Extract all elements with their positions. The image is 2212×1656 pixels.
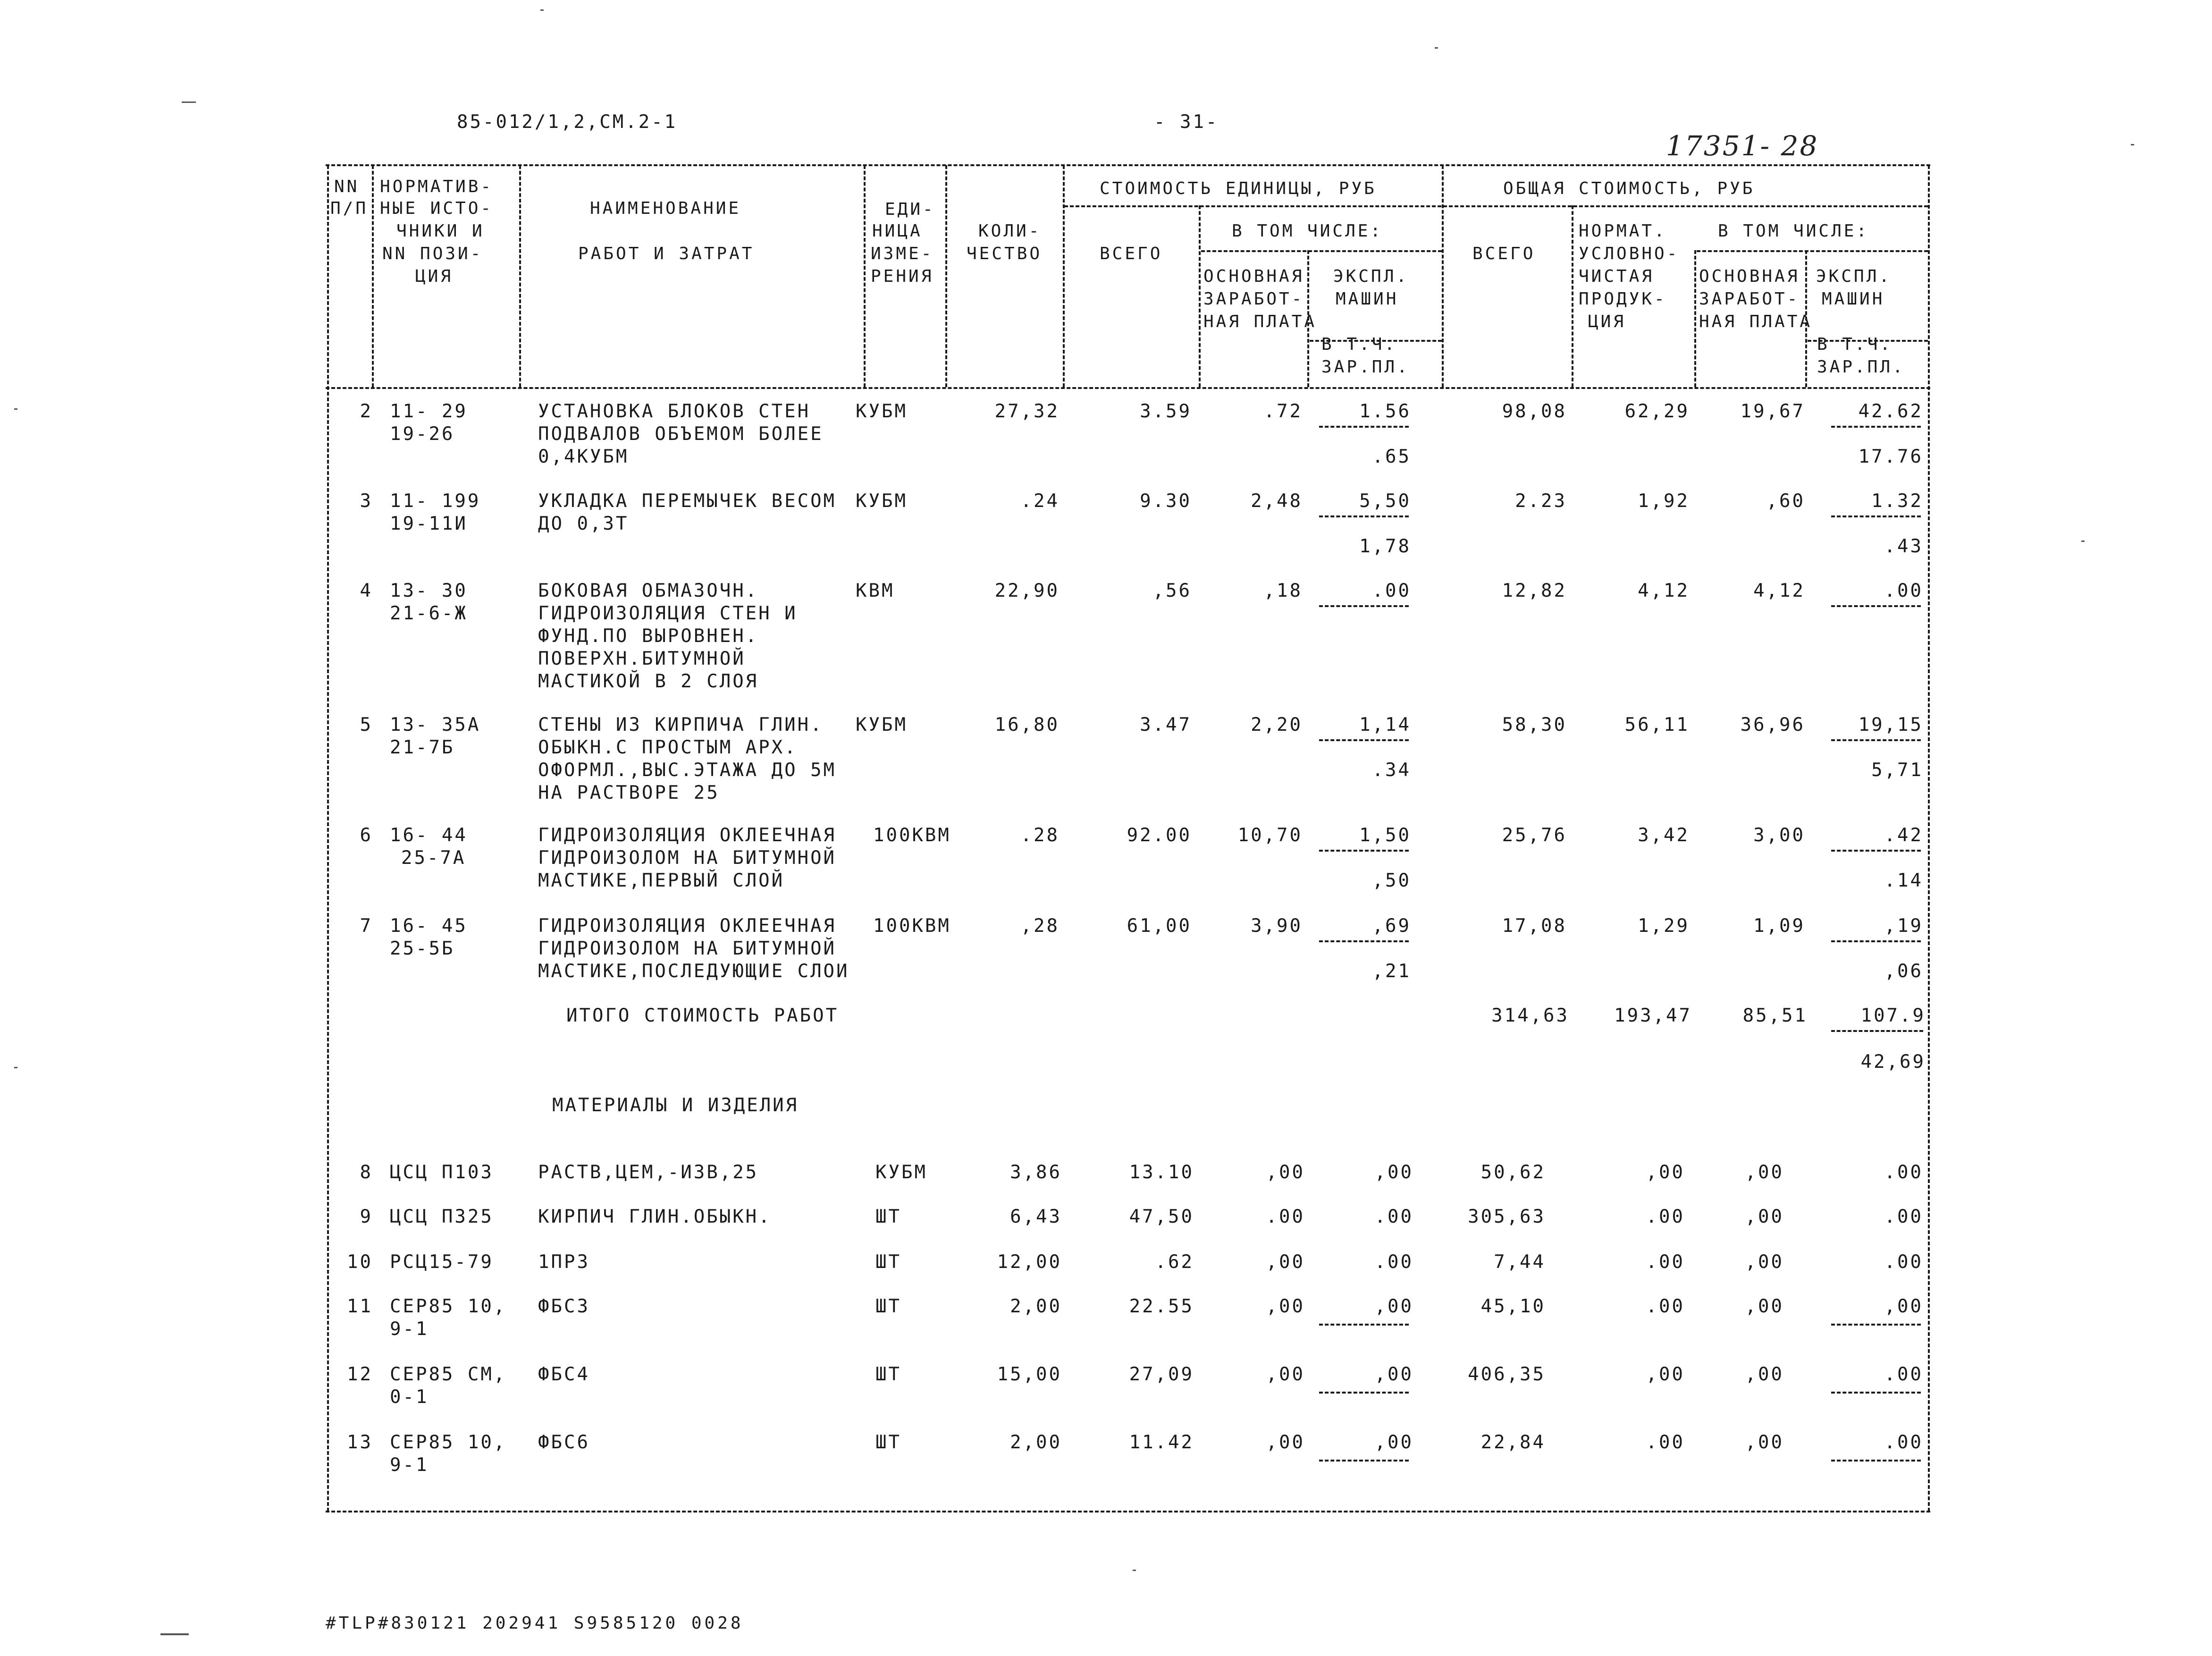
sub-divider — [1831, 850, 1921, 852]
work-name: ДО 0,3Т — [538, 513, 629, 534]
total-machine: 19,15 — [1858, 714, 1923, 735]
col-header-u-wage: НАЯ ПЛАТА — [1203, 312, 1317, 331]
total-prod: ,00 — [1646, 1364, 1685, 1385]
total-machine: .00 — [1884, 1162, 1923, 1183]
norm-ref: 19-11И — [390, 513, 468, 534]
quantity: 12,00 — [997, 1251, 1062, 1273]
quantity: 15,00 — [997, 1364, 1062, 1385]
unit-cost-machine: .00 — [1374, 1251, 1413, 1273]
unit: ШТ — [875, 1296, 901, 1317]
total-wage: 3,00 — [1753, 825, 1805, 846]
work-name: ГИДРОИЗОЛОМ НА БИТУМНОЙ — [538, 847, 837, 869]
scan-speck — [14, 1067, 17, 1068]
norm-ref: 25-5Б — [390, 938, 455, 959]
total-cost: 50,62 — [1480, 1162, 1546, 1183]
quantity: 2,00 — [1010, 1432, 1062, 1453]
norm-ref: 19-26 — [390, 423, 455, 445]
col-header-nn: П/П — [330, 199, 369, 218]
norm-ref: 21-6-Ж — [390, 603, 468, 624]
handwritten-id: 17351- 28 — [1666, 130, 1819, 162]
work-name: ОБЫКН.С ПРОСТЫМ АРХ. — [538, 737, 798, 758]
total-machine: .00 — [1884, 1206, 1923, 1227]
total-machine-wage: .43 — [1884, 536, 1923, 557]
col-header-t-machine: ЭКСПЛ. — [1816, 267, 1892, 286]
col-header-t-total: ВСЕГО — [1472, 244, 1536, 263]
norm-ref: 21-7Б — [390, 737, 455, 758]
row-number: 13 — [347, 1432, 373, 1453]
unit-cost-machine-wage: ,21 — [1372, 961, 1411, 982]
total-wage: 4,12 — [1753, 580, 1805, 601]
col-header-unit: ЕДИ- — [885, 200, 935, 219]
unit-cost-total: 92.00 — [1127, 825, 1192, 846]
row-number: 11 — [347, 1296, 373, 1317]
scan-speck — [1435, 47, 1438, 49]
sub-divider — [1831, 515, 1921, 517]
sub-divider — [1319, 940, 1409, 942]
total-wage: ,00 — [1745, 1296, 1784, 1317]
unit-cost-machine: 1.56 — [1359, 401, 1411, 422]
row-number: 3 — [360, 490, 373, 512]
total-cost: 2.23 — [1515, 490, 1567, 512]
total-machine-wage: .14 — [1884, 870, 1923, 891]
total-machine: .00 — [1884, 1251, 1923, 1273]
scan-speck — [1133, 1570, 1136, 1571]
unit-cost-total: 3.59 — [1140, 401, 1192, 422]
total-wage: ,00 — [1745, 1251, 1784, 1273]
page-number: - 31- — [1154, 111, 1219, 133]
col-header-unit: РЕНИЯ — [871, 267, 934, 286]
subtotal-wage: 85,51 — [1742, 1005, 1808, 1026]
norm-ref: СЕР85 10, — [390, 1432, 507, 1453]
work-name: 0,4КУБМ — [538, 446, 629, 467]
total-cost: 22,84 — [1480, 1432, 1546, 1453]
unit-cost-machine: 1,14 — [1359, 714, 1411, 735]
col-header-norm: ЦИЯ — [415, 267, 454, 286]
col-divider — [372, 165, 374, 387]
table-top-border — [326, 164, 1930, 166]
total-machine: ,19 — [1884, 915, 1923, 937]
col-header-u-wage: ОСНОВНАЯ — [1203, 267, 1304, 286]
total-cost: 406,35 — [1468, 1364, 1546, 1385]
table-right-border — [1928, 165, 1930, 1512]
subtotal-total: 314,63 — [1491, 1005, 1569, 1026]
material-name: ФБС6 — [538, 1432, 590, 1453]
unit-cost-total: 9.30 — [1140, 490, 1192, 512]
scan-speck — [14, 408, 17, 410]
col-header-t-prod: ЦИЯ — [1588, 312, 1626, 331]
col-header-t-wage: ОСНОВНАЯ — [1699, 267, 1800, 286]
total-cost: 98,08 — [1502, 401, 1567, 422]
material-name: РАСТВ,ЦЕМ,-ИЗВ,25 — [538, 1162, 759, 1183]
unit-cost-machine: ,00 — [1374, 1364, 1413, 1385]
quantity: 2,00 — [1010, 1296, 1062, 1317]
material-name: КИРПИЧ ГЛИН.ОБЫКН. — [538, 1206, 772, 1227]
work-name: ГИДРОИЗОЛЯЦИЯ СТЕН И — [538, 603, 798, 624]
sub-divider — [1831, 940, 1921, 942]
unit-cost-wage: .72 — [1263, 401, 1303, 422]
unit-cost-total: ,56 — [1152, 580, 1192, 601]
subgroup-divider — [1201, 250, 1442, 252]
total-prod: 1,29 — [1638, 915, 1690, 937]
total-cost: 305,63 — [1468, 1206, 1546, 1227]
col-header-u-incl: В ТОМ ЧИСЛЕ: — [1232, 221, 1383, 241]
sub-divider — [1831, 1392, 1921, 1394]
total-wage: ,00 — [1745, 1432, 1784, 1453]
unit-cost-total: 47,50 — [1129, 1206, 1194, 1227]
unit-cost-wage: ,00 — [1266, 1432, 1305, 1453]
row-number: 9 — [360, 1206, 373, 1227]
unit-cost-machine: ,69 — [1372, 915, 1411, 937]
unit-cost-machine-wage: .65 — [1372, 446, 1411, 467]
norm-ref: СЕР85 СМ, — [390, 1364, 507, 1385]
col-header-t-wage: ЗАРАБОТ- — [1699, 289, 1800, 309]
col-header-t-prod: УСЛОВНО- — [1579, 244, 1680, 263]
col-divider — [1063, 165, 1065, 387]
scan-speck — [540, 9, 544, 11]
total-prod: 1,92 — [1638, 490, 1690, 512]
work-name: НА РАСТВОРЕ 25 — [538, 782, 720, 803]
row-number: 5 — [360, 714, 373, 735]
unit-cost-wage: 3,90 — [1251, 915, 1303, 937]
quantity: 6,43 — [1010, 1206, 1062, 1227]
quantity: ,28 — [1020, 915, 1060, 937]
unit-cost-machine: ,00 — [1374, 1296, 1413, 1317]
total-prod: 56,11 — [1624, 714, 1690, 735]
col-header-t-incl: В ТОМ ЧИСЛЕ: — [1718, 221, 1869, 241]
col-header-total-cost: ОБЩАЯ СТОИМОСТЬ, РУБ — [1503, 179, 1755, 198]
norm-ref: 13- 35А — [390, 714, 481, 735]
unit: ШТ — [875, 1251, 901, 1273]
col-header-t-machine-wage: В Т.Ч. — [1817, 335, 1893, 354]
unit-cost-wage: 2,48 — [1251, 490, 1303, 512]
unit: ШТ — [875, 1432, 901, 1453]
sub-divider — [1319, 605, 1409, 607]
col-divider — [1199, 205, 1201, 387]
col-header-t-prod: ПРОДУК- — [1579, 289, 1667, 309]
unit: ШТ — [875, 1206, 901, 1227]
total-cost: 17,08 — [1502, 915, 1567, 937]
header-bottom-border — [326, 387, 1930, 389]
unit-cost-total: 27,09 — [1129, 1364, 1194, 1385]
work-name: ФУНД.ПО ВЫРОВНЕН. — [538, 625, 759, 647]
total-prod: ,00 — [1646, 1162, 1685, 1183]
total-prod: 62,29 — [1624, 401, 1690, 422]
col-header-name: РАБОТ И ЗАТРАТ — [578, 244, 755, 263]
row-number: 10 — [347, 1251, 373, 1273]
row-number: 7 — [360, 915, 373, 937]
col-header-u-machine: ЭКСПЛ. — [1333, 267, 1409, 286]
unit-cost-total: 13.10 — [1129, 1162, 1194, 1183]
work-name: ГИДРОИЗОЛЯЦИЯ ОКЛЕЕЧНАЯ — [538, 915, 837, 937]
total-wage: 36,96 — [1740, 714, 1805, 735]
total-machine: .00 — [1884, 1432, 1923, 1453]
total-prod: 4,12 — [1638, 580, 1690, 601]
sub-divider — [1319, 515, 1409, 517]
norm-ref: 11- 29 — [390, 401, 468, 422]
sub-divider — [1831, 426, 1921, 428]
col-header-norm: NN ПОЗИ- — [382, 244, 483, 263]
col-header-unit-cost: СТОИМОСТЬ ЕДИНИЦЫ, РУБ — [1100, 179, 1377, 198]
unit: 100КВМ — [873, 825, 951, 846]
scan-speck — [2081, 541, 2085, 542]
col-header-unit: НИЦА — [872, 221, 923, 241]
total-machine: ,00 — [1884, 1296, 1923, 1317]
unit-cost-machine: .00 — [1372, 580, 1411, 601]
doc-code: 85-012/1,2,СМ.2-1 — [457, 111, 678, 133]
work-name: ПОВЕРХН.БИТУМНОЙ — [538, 648, 746, 669]
norm-ref: 13- 30 — [390, 580, 468, 601]
quantity: 22,90 — [994, 580, 1060, 601]
unit: КУБМ — [856, 714, 908, 735]
work-name: УКЛАДКА ПЕРЕМЫЧЕК ВЕСОМ — [538, 490, 837, 512]
unit: КУБМ — [875, 1162, 927, 1183]
unit-cost-machine: ,00 — [1374, 1162, 1413, 1183]
row-number: 2 — [360, 401, 373, 422]
col-divider — [519, 165, 521, 387]
total-prod: .00 — [1646, 1206, 1685, 1227]
work-name: ОФОРМЛ.,ВЫС.ЭТАЖА ДО 5М — [538, 760, 837, 781]
col-divider — [864, 165, 866, 387]
total-cost: 58,30 — [1502, 714, 1567, 735]
norm-ref: ЦСЦ П325 — [390, 1206, 494, 1227]
col-header-t-machine-wage: ЗАР.ПЛ. — [1817, 357, 1905, 377]
total-cost: 25,76 — [1502, 825, 1567, 846]
norm-ref: РСЦ15-79 — [390, 1251, 494, 1273]
scan-speck — [160, 1633, 189, 1635]
material-name: ФБС3 — [538, 1296, 590, 1317]
footer-code: #TLP#830121 202941 S9585120 0028 — [326, 1614, 744, 1633]
norm-ref: 0-1 — [390, 1386, 429, 1408]
col-header-u-wage: ЗАРАБОТ- — [1203, 289, 1304, 309]
work-name: УСТАНОВКА БЛОКОВ СТЕН — [538, 401, 811, 422]
total-machine: .42 — [1884, 825, 1923, 846]
scan-speck — [2131, 144, 2134, 145]
scan-speck — [182, 101, 196, 103]
sub-divider — [1319, 1324, 1409, 1326]
total-wage: 1,09 — [1753, 915, 1805, 937]
col-divider — [1572, 205, 1573, 387]
subgroup-divider — [1697, 250, 1928, 252]
total-wage: ,00 — [1745, 1206, 1784, 1227]
col-header-norm: ЧНИКИ И — [396, 221, 485, 241]
sub-divider — [1831, 1460, 1921, 1462]
col-header-unit: ИЗМЕ- — [871, 244, 934, 263]
quantity: .24 — [1020, 490, 1060, 512]
norm-ref: 11- 199 — [390, 490, 481, 512]
unit-cost-total: 61,00 — [1127, 915, 1192, 937]
unit-cost-total: 3.47 — [1140, 714, 1192, 735]
unit-cost-wage: ,00 — [1266, 1251, 1305, 1273]
col-header-u-machine-wage: ЗАР.ПЛ. — [1321, 357, 1410, 377]
col-divider — [945, 165, 947, 387]
unit: 100КВМ — [873, 915, 951, 937]
total-wage: 19,67 — [1740, 401, 1805, 422]
quantity: 27,32 — [994, 401, 1060, 422]
col-header-t-prod: ЧИСТАЯ — [1579, 267, 1655, 286]
total-cost: 7,44 — [1494, 1251, 1546, 1273]
unit-cost-machine-wage: ,50 — [1372, 870, 1411, 891]
sub-divider — [1831, 1324, 1921, 1326]
total-prod: 3,42 — [1638, 825, 1690, 846]
material-name: 1ПР3 — [538, 1251, 590, 1273]
total-machine-wage: ,06 — [1884, 961, 1923, 982]
sub-divider — [1831, 605, 1921, 607]
unit-cost-machine: ,00 — [1374, 1432, 1413, 1453]
unit-cost-machine-wage: 1,78 — [1359, 536, 1411, 557]
total-wage: ,00 — [1745, 1162, 1784, 1183]
section-title: МАТЕРИАЛЫ И ИЗДЕЛИЯ — [552, 1095, 799, 1116]
col-header-t-machine: МАШИН — [1822, 289, 1885, 309]
table-bottom-border — [326, 1511, 1930, 1512]
norm-ref: 16- 45 — [390, 915, 468, 937]
unit-cost-wage: 10,70 — [1237, 825, 1303, 846]
work-name: СТЕНЫ ИЗ КИРПИЧА ГЛИН. — [538, 714, 824, 735]
subtotal-label: ИТОГО СТОИМОСТЬ РАБОТ — [566, 1005, 839, 1026]
quantity: 16,80 — [994, 714, 1060, 735]
total-machine: .00 — [1884, 1364, 1923, 1385]
unit: КВМ — [856, 580, 895, 601]
subtotal-prod: 193,47 — [1614, 1005, 1692, 1026]
unit-cost-machine-wage: .34 — [1372, 760, 1411, 781]
col-header-t-wage: НАЯ ПЛАТА — [1699, 312, 1813, 331]
quantity: 3,86 — [1010, 1162, 1062, 1183]
norm-ref: 25-7А — [401, 847, 466, 869]
col-header-qty: КОЛИ- — [978, 221, 1042, 241]
unit-cost-wage: 2,20 — [1251, 714, 1303, 735]
unit: ШТ — [875, 1364, 901, 1385]
norm-ref: 9-1 — [390, 1454, 429, 1476]
sub-divider — [1831, 739, 1921, 741]
total-wage: ,60 — [1766, 490, 1805, 512]
total-machine-wage: 5,71 — [1871, 760, 1923, 781]
total-machine: .00 — [1884, 580, 1923, 601]
sub-divider — [1319, 1392, 1409, 1394]
total-machine-wage: 17.76 — [1858, 446, 1923, 467]
row-number: 8 — [360, 1162, 373, 1183]
unit-cost-wage: ,00 — [1266, 1296, 1305, 1317]
total-prod: .00 — [1646, 1251, 1685, 1273]
unit-cost-machine: 1,50 — [1359, 825, 1411, 846]
unit-cost-machine: .00 — [1374, 1206, 1413, 1227]
norm-ref: ЦСЦ П103 — [390, 1162, 494, 1183]
col-header-nn: NN — [334, 177, 360, 196]
sub-divider — [1831, 1030, 1923, 1032]
col-divider — [1694, 250, 1696, 387]
subtotal-machine-wage: 42,69 — [1860, 1051, 1926, 1073]
unit-cost-wage: ,00 — [1266, 1162, 1305, 1183]
col-header-u-total: ВСЕГО — [1100, 244, 1163, 263]
unit-cost-total: 11.42 — [1129, 1432, 1194, 1453]
col-header-u-machine: МАШИН — [1336, 289, 1399, 309]
col-header-t-prod: НОРМАТ. — [1579, 221, 1667, 241]
sub-divider — [1319, 739, 1409, 741]
total-cost: 12,82 — [1502, 580, 1567, 601]
material-name: ФБС4 — [538, 1364, 590, 1385]
work-name: ГИДРОИЗОЛЯЦИЯ ОКЛЕЕЧНАЯ — [538, 825, 837, 846]
col-header-u-machine-wage: В Т.Ч. — [1321, 335, 1397, 354]
subtotal-machine: 107.9 — [1860, 1005, 1926, 1026]
norm-ref: 16- 44 — [390, 825, 468, 846]
unit-cost-wage: ,00 — [1266, 1364, 1305, 1385]
row-number: 6 — [360, 825, 373, 846]
sub-divider — [1319, 1460, 1409, 1462]
sub-divider — [1319, 850, 1409, 852]
norm-ref: 9-1 — [390, 1318, 429, 1340]
unit-cost-wage: ,18 — [1263, 580, 1303, 601]
total-prod: .00 — [1646, 1296, 1685, 1317]
norm-ref: СЕР85 10, — [390, 1296, 507, 1317]
unit-cost-wage: .00 — [1266, 1206, 1305, 1227]
work-name: МАСТИКЕ,ПЕРВЫЙ СЛОЙ — [538, 870, 785, 891]
work-name: МАСТИКЕ,ПОСЛЕДУЮЩИЕ СЛОИ — [538, 961, 849, 982]
total-cost: 45,10 — [1480, 1296, 1546, 1317]
col-header-qty: ЧЕСТВО — [967, 244, 1043, 263]
row-number: 12 — [347, 1364, 373, 1385]
total-machine: 1.32 — [1871, 490, 1923, 512]
total-prod: .00 — [1646, 1432, 1685, 1453]
total-machine: 42.62 — [1858, 401, 1923, 422]
col-header-name: НАИМЕНОВАНИЕ — [590, 199, 741, 218]
work-name: ПОДВАЛОВ ОБЪЕМОМ БОЛЕЕ — [538, 423, 824, 445]
sub-divider — [1319, 426, 1409, 428]
unit: КУБМ — [856, 401, 908, 422]
unit-cost-machine: 5,50 — [1359, 490, 1411, 512]
quantity: .28 — [1020, 825, 1060, 846]
unit-cost-total: .62 — [1155, 1251, 1194, 1273]
work-name: ГИДРОИЗОЛОМ НА БИТУМНОЙ — [538, 938, 837, 959]
col-header-norm: НОРМАТИВ- — [380, 177, 494, 196]
work-name: БОКОВАЯ ОБМАЗОЧН. — [538, 580, 759, 601]
group-divider — [1064, 205, 1928, 207]
table-left-border — [327, 165, 329, 1512]
work-name: МАСТИКОЙ В 2 СЛОЯ — [538, 671, 759, 692]
col-header-norm: НЫЕ ИСТО- — [380, 199, 494, 218]
unit: КУБМ — [856, 490, 908, 512]
unit-cost-total: 22.55 — [1129, 1296, 1194, 1317]
row-number: 4 — [360, 580, 373, 601]
total-wage: ,00 — [1745, 1364, 1784, 1385]
col-divider — [1442, 165, 1444, 387]
